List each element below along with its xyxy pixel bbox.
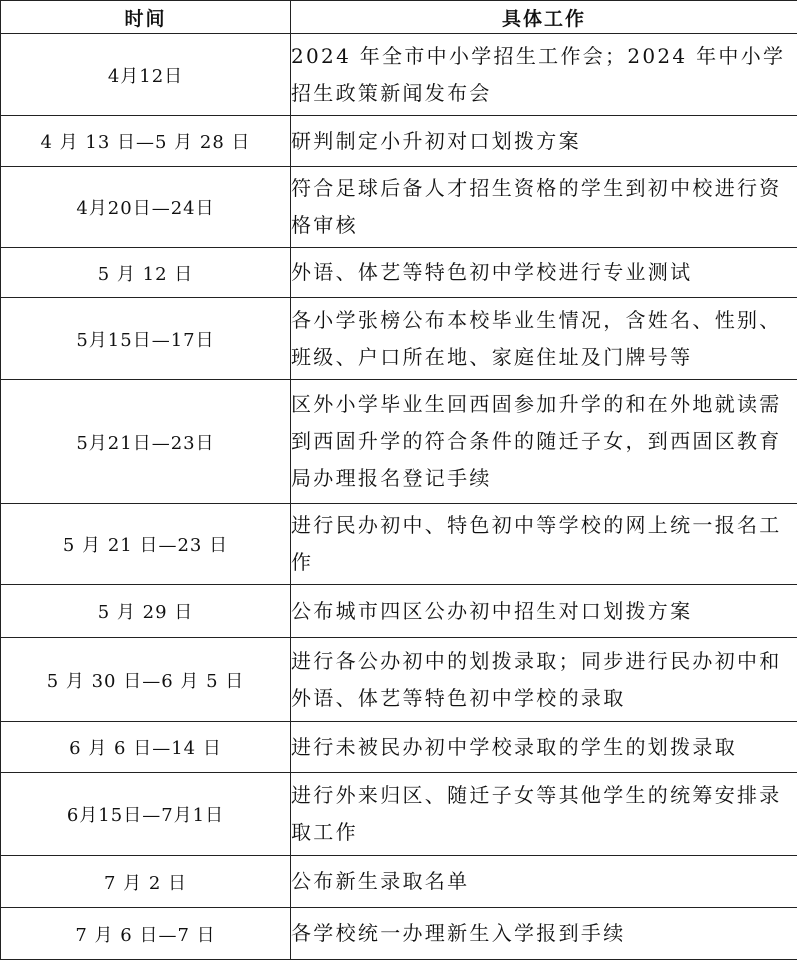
table-row [1, 856, 797, 908]
row-time: 7 月 6 日—7 日 [1, 908, 291, 960]
table-row [1, 298, 797, 380]
table-row [1, 167, 797, 248]
header-row [1, 1, 797, 34]
row-work: 进行各公办初中的划拨录取；同步进行民办初中和外语、体艺等特色初中学校的录取 [291, 638, 797, 722]
header-work: 具体工作 [291, 1, 797, 34]
table-row [1, 248, 797, 298]
table-row [1, 722, 797, 773]
row-work: 公布城市四区公办初中招生对口划拨方案 [291, 585, 797, 638]
row-work: 各学校统一办理新生入学报到手续 [291, 908, 797, 960]
row-time: 7 月 2 日 [1, 856, 291, 908]
table-row [1, 380, 797, 504]
table-row [1, 585, 797, 638]
table-row [1, 638, 797, 722]
row-time: 5 月 29 日 [1, 585, 291, 638]
row-time: 6 月 6 日—14 日 [1, 722, 291, 773]
row-time: 5月15日—17日 [1, 298, 291, 380]
row-time: 5 月 21 日—23 日 [1, 504, 291, 585]
row-work: 区外小学毕业生回西固参加升学的和在外地就读需到西固升学的符合条件的随迁子女，到西固区教育局办理报名登记手续 [291, 380, 797, 504]
row-work: 外语、体艺等特色初中学校进行专业测试 [291, 248, 797, 298]
row-work: 进行民办初中、特色初中等学校的网上统一报名工作 [291, 504, 797, 585]
row-time: 5 月 30 日—6 月 5 日 [1, 638, 291, 722]
row-time: 4月20日—24日 [1, 167, 291, 248]
table-row [1, 116, 797, 167]
row-work: 公布新生录取名单 [291, 856, 797, 908]
table-row [1, 504, 797, 585]
row-time: 4月12日 [1, 34, 291, 116]
row-work: 进行外来归区、随迁子女等其他学生的统筹安排录取工作 [291, 773, 797, 856]
row-time: 6月15日—7月1日 [1, 773, 291, 856]
table-row [1, 908, 797, 960]
row-work: 符合足球后备人才招生资格的学生到初中校进行资格审核 [291, 167, 797, 248]
row-time: 4 月 13 日—5 月 28 日 [1, 116, 291, 167]
row-time: 5月21日—23日 [1, 380, 291, 504]
row-work: 2024 年全市中小学招生工作会；2024 年中小学招生政策新闻发布会 [291, 34, 797, 116]
row-time: 5 月 12 日 [1, 248, 291, 298]
table-row [1, 773, 797, 856]
row-work: 进行未被民办初中学校录取的学生的划拨录取 [291, 722, 797, 773]
row-work: 研判制定小升初对口划拨方案 [291, 116, 797, 167]
row-work: 各小学张榜公布本校毕业生情况，含姓名、性别、班级、户口所在地、家庭住址及门牌号等 [291, 298, 797, 380]
table-row [1, 34, 797, 116]
header-time: 时间 [1, 1, 291, 34]
